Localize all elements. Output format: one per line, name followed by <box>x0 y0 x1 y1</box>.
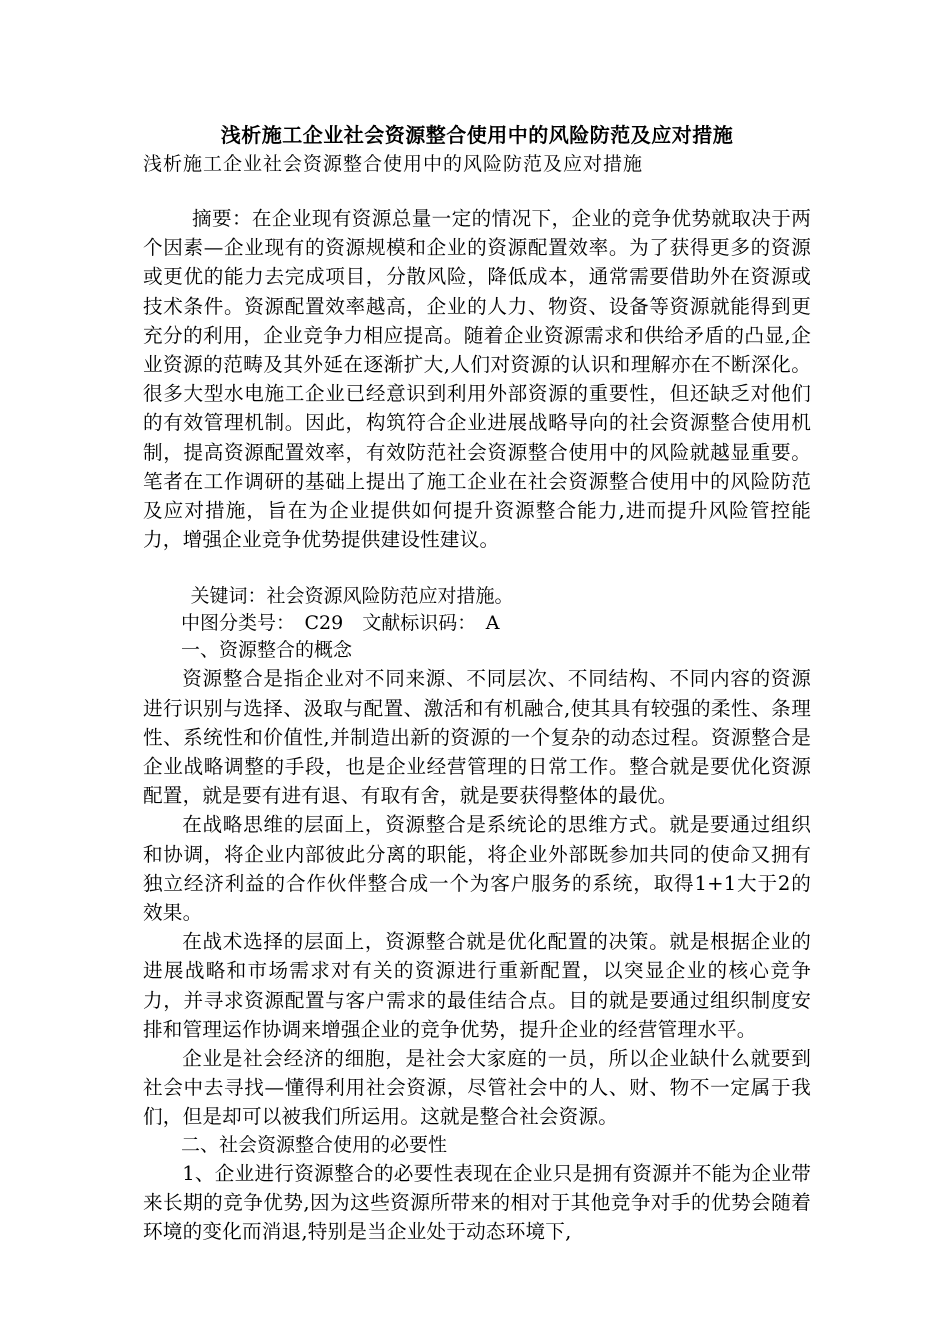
abstract-paragraph: 摘要：在企业现有资源总量一定的情况下，企业的竞争优势就取决于两个因素—企业现有的资源规模和企业的资源配置效率。为了获得更多的资源或更优的能力去完成项目，分散风险，降低成本，通常需要借助外在资源或技术条件。资源配置效率越高，企业的人力、物资、设备等资源就能得到更充分的利用，企业竞争力相应提高。随着企业资源需求和供给矛盾的凸显,企业资源的范畴及其外延在逐渐扩大,人们对资源的认识和理解亦在不断深化。很多大型水电施工企业已经意识到利用外部资源的重要性，但还缺乏对他们的有效管理机制。因此，构筑符合企业进展战略导向的社会资源整合使用机制，提高资源配置效率，有效防范社会资源整合使用中的风险就越显重要。笔者在工作调研的基础上提出了施工企业在社会资源整合使用中的风险防范及应对措施，旨在为企业提供如何提升资源整合能力,进而提升风险管控能力，增强企业竞争优势提供建设性建议。 <box>143 207 811 552</box>
document-page <box>143 120 811 1246</box>
section1-paragraph-4: 企业是社会经济的细胞，是社会大家庭的一员，所以企业缺什么就要到社会中去寻找—懂得利用社会资源，尽管社会中的人、财、物不一定属于我们，但是却可以被我们所运用。这就是整合社会资源。 <box>143 1047 811 1129</box>
section2-paragraph-1: 1、企业进行资源整合的必要性表现在企业只是拥有资源并不能为企业带来长期的竞争优势,因为这些资源所带来的相对于其他竞争对手的优势会随着环境的变化而消退,特别是当企业处于动态环境下, <box>143 1161 811 1244</box>
section1-paragraph-3: 在战术选择的层面上，资源整合就是优化配置的决策。就是根据企业的进展战略和市场需求对有关的资源进行重新配置，以突显企业的核心竞争力，并寻求资源配置与客户需求的最佳结合点。目的就是要通过组织制度安排和管理运作协调来增强企业的竞争优势，提升企业的经营管理水平。 <box>143 930 811 1041</box>
section1-paragraph-1: 资源整合是指企业对不同来源、不同层次、不同结构、不同内容的资源进行识别与选择、汲取与配置、激活和有机融合,使其具有较强的柔性、条理性、系统性和价值性,并制造出新的资源的一个复杂的动态过程。资源整合是企业战略调整的手段，也是企业经营管理的日常工作。整合就是要优化资源配置，就是要有进有退、有取有舍，就是要获得整体的最优。 <box>143 667 811 808</box>
document-subtitle: 浅析施工企业社会资源整合使用中的风险防范及应对措施 <box>143 153 644 175</box>
document-title: 浅析施工企业社会资源整合使用中的风险防范及应对措施 <box>220 123 734 147</box>
classification-line: 中图分类号： C29 文献标识码： A <box>181 612 500 635</box>
blank-line <box>143 554 811 583</box>
keywords-line: 关键词：社会资源风险防范应对措施。 <box>190 585 514 608</box>
section-heading-2: 二、社会资源整合使用的必要性 <box>181 1133 448 1156</box>
section-heading-1: 一、资源整合的概念 <box>181 639 353 662</box>
section1-paragraph-2: 在战略思维的层面上，资源整合是系统论的思维方式。就是要通过组织和协调，将企业内部彼此分离的职能，将企业外部既参加共同的使命又拥有独立经济利益的合作伙伴整合成一个为客户服务的系统，取得1+1大于2的效果。 <box>143 813 811 925</box>
